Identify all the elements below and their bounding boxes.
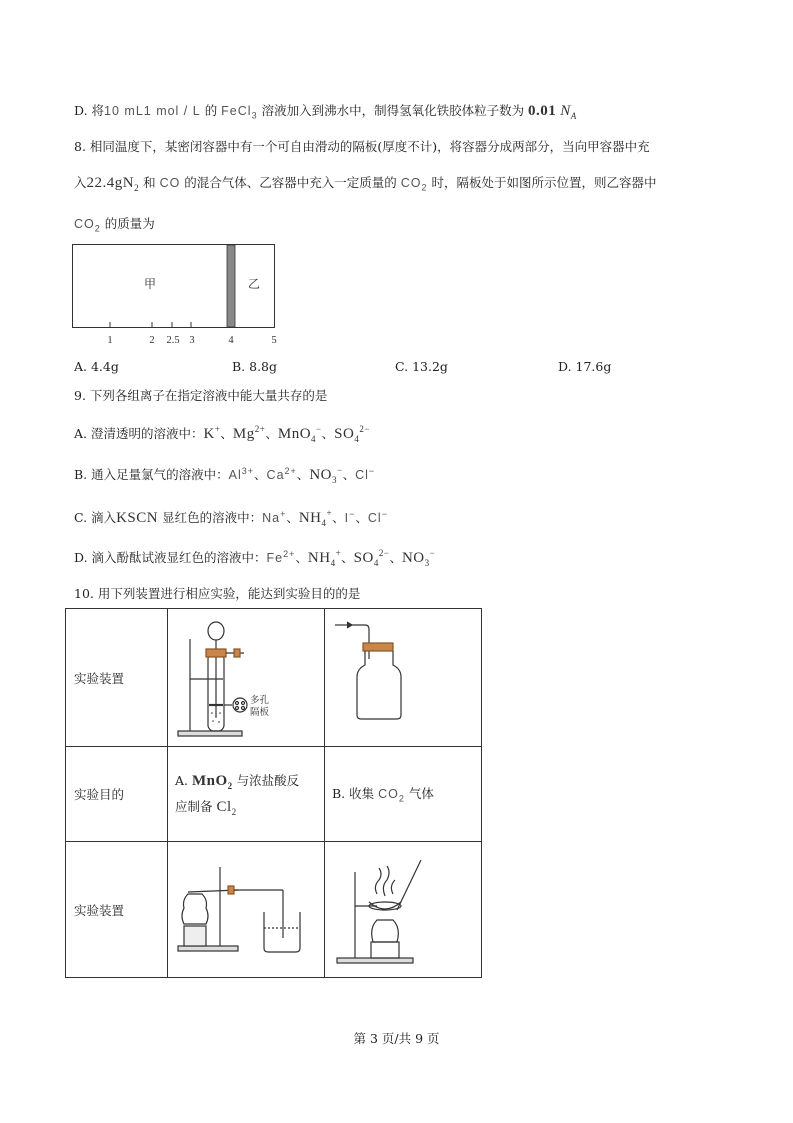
q8-option-c: C. 13.2g xyxy=(395,359,448,374)
q9-option-a: A. 澄清透明的溶液中：K+、$Mg^{2+}$、MnO$_4$−、$SO_4^{2-}$ xyxy=(74,424,370,444)
q9-option-d: D. 滴入酚酞试液显红色的溶液中：$Fe^{2+}$、$NH_4^+$、$SO_4^{2-}$、$NO_3^-$ xyxy=(74,548,436,568)
tick-label: 2 xyxy=(149,335,155,346)
container-partition-diagram xyxy=(72,244,282,346)
q8-option-b: B. 8.8g xyxy=(232,359,278,374)
q8-stem-line3: $CO_2$ 的质量为 xyxy=(74,216,155,234)
left-chamber-label: 甲 xyxy=(143,277,157,291)
container-box xyxy=(73,245,275,328)
goal-b-cell: B. 收集 $CO_2$ 气体 xyxy=(325,747,482,842)
scale-ticks xyxy=(107,322,276,346)
experiment-table xyxy=(65,608,482,978)
q7-option-d: D. 将10 mL1 mol / L 的 FeCl$_3$ 溶液加入到沸水中，制得氢氧化铁胶体粒子数为 0.01 $N_A$ xyxy=(74,103,577,121)
apparatus-b-cell xyxy=(325,609,482,747)
tick-label: 4 xyxy=(228,335,234,346)
evaporating-dish-apparatus xyxy=(325,842,474,974)
goal-a-cell: A. MnO$_2$ 与浓盐酸反 应制备 $Cl_2$ xyxy=(168,747,325,842)
porous-plate-label-2: 隔板 xyxy=(250,707,270,718)
apparatus-d-cell xyxy=(325,842,482,978)
tick-label: 1 xyxy=(107,335,113,346)
gas-collection-bottle xyxy=(325,609,474,743)
apparatus-a-cell xyxy=(168,609,325,747)
row-label-device-2: 实验装置 xyxy=(66,842,168,978)
q9-stem: 9. 下列各组离子在指定溶液中能大量共存的是 xyxy=(74,388,328,403)
page-footer: 第 3 页/共 9 页 xyxy=(353,1031,440,1046)
kipp-generator-apparatus xyxy=(168,609,317,743)
heating-tube-apparatus xyxy=(168,842,317,974)
q8-option-d: D. 17.6g xyxy=(558,359,612,374)
q8-stem-line1: 8. 相同温度下，某密闭容器中有一个可自由滑动的隔板(厚度不计)，将容器分成两部分，当向甲容器中充 xyxy=(74,139,650,154)
q8-stem-line2: 入$22.4gN_2$ 和 CO 的混合气体、乙容器中充入一定质量的 $CO_2$ 时，隔板处于如图所示位置，则乙容器中 xyxy=(74,175,657,193)
right-chamber-label: 乙 xyxy=(247,277,261,291)
apparatus-c-cell xyxy=(168,842,325,978)
porous-plate-label-1: 多孔 xyxy=(250,695,270,706)
tick-label: 5 xyxy=(271,335,277,346)
q10-stem: 10. 用下列装置进行相应实验，能达到实验目的的是 xyxy=(74,586,361,601)
row-label-goal: 实验目的 xyxy=(66,747,168,842)
tick-label: 2.5 xyxy=(166,335,180,346)
row-label-device: 实验装置 xyxy=(66,609,168,747)
tick-label: 3 xyxy=(189,335,195,346)
partition-plate xyxy=(227,245,235,327)
q9-option-c: C. 滴入KSCN 显红色的溶液中：Na+、$NH_4^+$、I−、Cl− xyxy=(74,508,388,528)
q8-option-a: A. 4.4g xyxy=(74,359,119,374)
q9-option-b: B. 通入足量氯气的溶液中：$Al^{3+}$、$Ca^{2+}$、$NO_3^-$、Cl− xyxy=(74,465,376,485)
